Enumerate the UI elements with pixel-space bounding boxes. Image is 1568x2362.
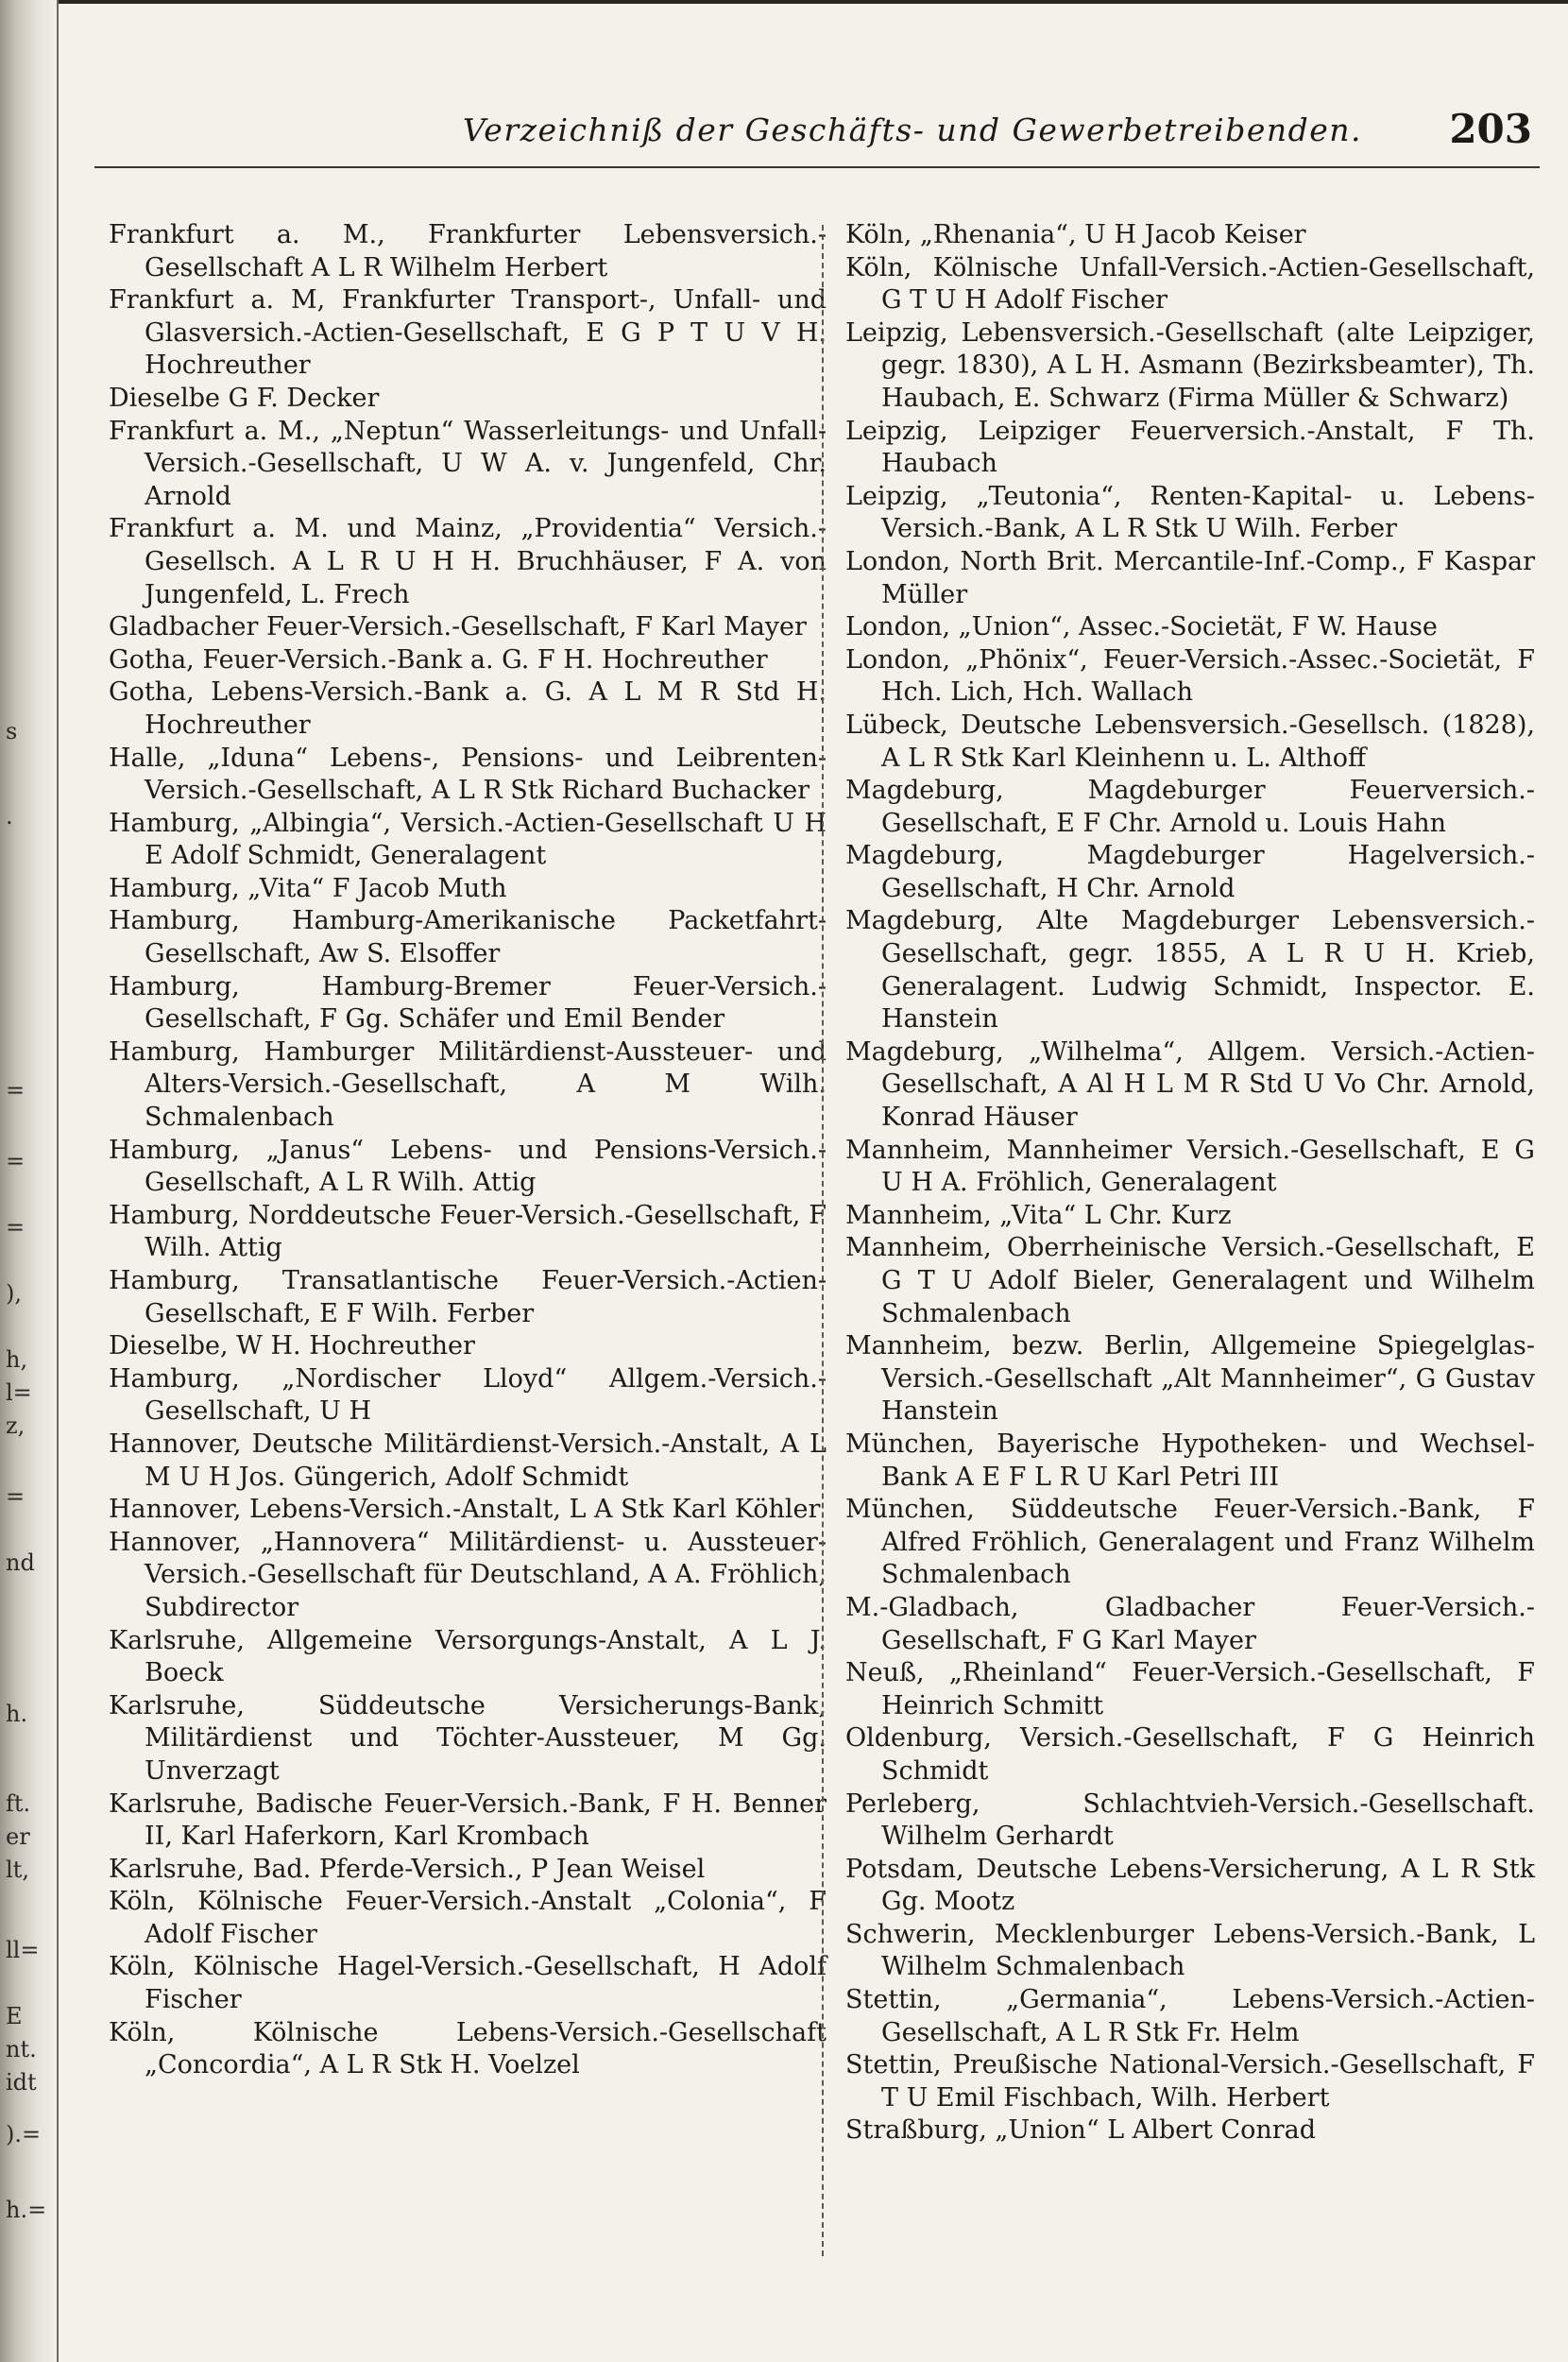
- edge-fragment: ll=: [6, 1937, 40, 1963]
- edge-fragment: .: [6, 803, 13, 830]
- list-item: Köln, Kölnische Feuer-Versich.-Anstalt „Colonia“, F Adolf Fischer: [109, 1887, 827, 1949]
- list-item: Hannover, Lebens-Versich.-Anstalt, L A Stk Karl Köhler: [109, 1495, 821, 1525]
- edge-fragment: z,: [6, 1412, 26, 1439]
- edge-fragment: nt.: [6, 2036, 37, 2062]
- list-item: Hannover, Deutsche Militärdienst-Versich.-Anstalt, A L M U H Jos. Güngerich, Adolf Schmidt: [109, 1429, 827, 1492]
- list-item: Straßburg, „Union“ L Albert Conrad: [845, 2115, 1317, 2146]
- list-item: Lübeck, Deutsche Lebensversich.-Gesellsch. (1828), A L R Stk Karl Kleinhenn u. L. Althoff: [845, 710, 1535, 773]
- facing-page-fragments: [2, 0, 55, 2362]
- list-item: Stettin, Preußische National-Versich.-Gesellschaft, F T U Emil Fischbach, Wilh. Herbert: [845, 2050, 1535, 2113]
- list-item: Dieselbe G F. Decker: [109, 383, 380, 413]
- list-item: London, „Union“, Assec.-Societät, F W. Hause: [845, 612, 1438, 642]
- edge-fragment: s: [6, 718, 18, 745]
- header-rule: [94, 166, 1540, 168]
- list-item: Frankfurt a. M, Frankfurter Transport-, Unfall- und Glasversich.-Actien-Gesellschaft, E G P T U V H. Hochreuther: [109, 285, 827, 381]
- edge-fragment: lt,: [6, 1857, 29, 1883]
- list-item: Hamburg, „Vita“ F Jacob Muth: [109, 873, 507, 903]
- edge-fragment: E: [6, 2003, 23, 2029]
- list-item: Hamburg, „Albingia“, Versich.-Actien-Gesellschaft U H E Adolf Schmidt, Generalagent: [109, 808, 827, 871]
- edge-fragment: er: [6, 1823, 30, 1850]
- list-item: Köln, „Rhenania“, U H Jacob Keiser: [845, 220, 1306, 249]
- page-header: [94, 102, 1540, 159]
- list-item: Köln, Kölnische Lebens-Versich.-Gesellschaft „Concordia“, A L R Stk H. Voelzel: [109, 2017, 827, 2080]
- list-item: Magdeburg, „Wilhelma“, Allgem. Versich.-Actien-Gesellschaft, A Al H L M R Std U Vo Chr. Arnold, Konrad Häuser: [845, 1036, 1535, 1133]
- list-item: Dieselbe, W H. Hochreuther: [109, 1331, 475, 1361]
- edge-fragment: nd: [6, 1549, 35, 1576]
- list-item: Mannheim, Oberrheinische Versich.-Gesellschaft, E G T U Adolf Bieler, Generalagent und Wilhelm Schmalenbach: [845, 1233, 1535, 1328]
- top-rule: [0, 0, 1568, 4]
- list-item: Karlsruhe, Allgemeine Versorgungs-Anstalt, A L J. Boeck: [109, 1625, 827, 1688]
- list-item: Karlsruhe, Süddeutsche Versicherungs-Bank, Militärdienst und Töchter-Aussteuer, M Gg. Unverzagt: [109, 1690, 827, 1786]
- page-number: 203: [1449, 106, 1532, 152]
- list-item: Karlsruhe, Bad. Pferde-Versich., P Jean Weisel: [109, 1854, 706, 1884]
- list-item: Hamburg, Hamburger Militärdienst-Aussteuer- und Alters-Versich.-Gesellschaft, A M Wilh. Schmalenbach: [109, 1036, 827, 1133]
- list-item: London, North Brit. Mercantile-Inf.-Comp., F Kaspar Müller: [845, 546, 1535, 609]
- edge-fragment: =: [6, 1077, 26, 1104]
- list-item: Hamburg, Transatlantische Feuer-Versich.-Actien-Gesellschaft, E F Wilh. Ferber: [109, 1266, 827, 1328]
- list-item: Leipzig, Lebensversich.-Gesellschaft (alte Leipziger, gegr. 1830), A L H. Asmann (Bezirksbeamter), Th. Haubach, E. Schwarz (Firma Müller & Schwarz): [845, 317, 1535, 413]
- list-item: Stettin, „Germania“, Lebens-Versich.-Actien-Gesellschaft, A L R Stk Fr. Helm: [845, 1985, 1535, 2047]
- list-item: Hannover, „Hannovera“ Militärdienst- u. Aussteuer-Versich.-Gesellschaft für Deutschland, A A. Fröhlich, Subdirector: [109, 1527, 827, 1622]
- page-gutter: [57, 0, 59, 2362]
- list-item: Schwerin, Mecklenburger Lebens-Versich.-Bank, L Wilhelm Schmalenbach: [845, 1919, 1535, 1982]
- list-item: London, „Phönix“, Feuer-Versich.-Assec.-Societät, F Hch. Lich, Hch. Wallach: [845, 644, 1535, 708]
- edge-fragment: ).=: [6, 2121, 42, 2148]
- edge-fragment: =: [6, 1214, 26, 1241]
- list-item: Magdeburg, Magdeburger Hagelversich.-Gesellschaft, H Chr. Arnold: [845, 841, 1535, 903]
- list-item: Frankfurt a. M. und Mainz, „Providentia“ Versich.-Gesellsch. A L R U H H. Bruchhäuser, F A. von Jungenfeld, L. Frech: [109, 514, 827, 609]
- list-item: Leipzig, „Teutonia“, Renten-Kapital- u. Lebens-Versich.-Bank, A L R Stk U Wilh. Ferber: [845, 481, 1535, 544]
- list-item: Hamburg, Norddeutsche Feuer-Versich.-Gesellschaft, F Wilh. Attig: [109, 1200, 827, 1263]
- list-item: Köln, Kölnische Unfall-Versich.-Actien-Gesellschaft, G T U H Adolf Fischer: [845, 252, 1535, 316]
- edge-fragment: =: [6, 1483, 26, 1510]
- list-item: Mannheim, „Vita“ L Chr. Kurz: [845, 1200, 1232, 1230]
- list-item: Gotha, Lebens-Versich.-Bank a. G. A L M R Std H. Hochreuther: [109, 677, 827, 740]
- list-item: München, Süddeutsche Feuer-Versich.-Bank, F Alfred Fröhlich, Generalagent und Franz Wilhelm Schmalenbach: [845, 1495, 1535, 1590]
- left-column: [109, 219, 827, 2082]
- list-item: Gotha, Feuer-Versich.-Bank a. G. F H. Hochreuther: [109, 644, 768, 675]
- list-item: Hamburg, Hamburg-Bremer Feuer-Versich.-Gesellschaft, F Gg. Schäfer und Emil Bender: [109, 971, 827, 1035]
- edge-fragment: h,: [6, 1346, 28, 1373]
- running-title: Verzeichniß der Geschäfts- und Gewerbetreibenden.: [463, 111, 1362, 148]
- list-item: Mannheim, bezw. Berlin, Allgemeine Spiegelglas-Versich.-Gesellschaft „Alt Mannheimer“, G Gustav Hanstein: [845, 1331, 1535, 1427]
- list-item: Oldenburg, Versich.-Gesellschaft, F G Heinrich Schmidt: [845, 1723, 1535, 1786]
- list-item: Neuß, „Rheinland“ Feuer-Versich.-Gesellschaft, F Heinrich Schmitt: [845, 1658, 1535, 1720]
- list-item: M.-Gladbach, Gladbacher Feuer-Versich.-Gesellschaft, F G Karl Mayer: [845, 1592, 1535, 1655]
- list-item: Halle, „Iduna“ Lebens-, Pensions- und Leibrenten-Versich.-Gesellschaft, A L R Stk Richard Buchacker: [109, 743, 827, 806]
- list-item: Köln, Kölnische Hagel-Versich.-Gesellschaft, H Adolf Fischer: [109, 1952, 827, 2015]
- list-item: Hamburg, „Nordischer Lloyd“ Allgem.-Versich.-Gesellschaft, U H: [109, 1363, 827, 1427]
- list-item: Potsdam, Deutsche Lebens-Versicherung, A L R Stk Gg. Mootz: [845, 1854, 1535, 1917]
- list-item: Hamburg, Hamburg-Amerikanische Packetfahrt-Gesellschaft, Aw S. Elsoffer: [109, 906, 827, 969]
- list-item: Gladbacher Feuer-Versich.-Gesellschaft, F Karl Mayer: [109, 612, 807, 642]
- list-item: Frankfurt a. M., „Neptun“ Wasserleitungs- und Unfall-Versich.-Gesellschaft, U W A. v. Jungenfeld, Chr. Arnold: [109, 416, 827, 511]
- edge-fragment: ),: [6, 1280, 22, 1307]
- edge-fragment: h.=: [6, 2197, 47, 2223]
- list-item: Frankfurt a. M., Frankfurter Lebensversich.-Gesellschaft A L R Wilhelm Herbert: [109, 220, 827, 282]
- list-item: Magdeburg, Alte Magdeburger Lebensversich.-Gesellschaft, gegr. 1855, A L R U H. Krieb, Generalagent. Ludwig Schmidt, Inspector. E. Hanstein: [845, 906, 1535, 1035]
- list-item: München, Bayerische Hypotheken- und Wechsel-Bank A E F L R U Karl Petri III: [845, 1429, 1535, 1492]
- list-item: Leipzig, Leipziger Feuerversich.-Anstalt, F Th. Haubach: [845, 416, 1535, 479]
- list-item: Karlsruhe, Badische Feuer-Versich.-Bank, F H. Benner II, Karl Haferkorn, Karl Krombach: [109, 1789, 827, 1852]
- list-item: Hamburg, „Janus“ Lebens- und Pensions-Versich.-Gesellschaft, A L R Wilh. Attig: [109, 1135, 827, 1198]
- edge-fragment: =: [6, 1148, 26, 1174]
- edge-fragment: idt: [6, 2069, 37, 2096]
- column-divider: [822, 225, 824, 2256]
- list-item: Perleberg, Schlachtvieh-Versich.-Gesellschaft. Wilhelm Gerhardt: [845, 1789, 1535, 1852]
- list-item: Mannheim, Mannheimer Versich.-Gesellschaft, E G U H A. Fröhlich, Generalagent: [845, 1135, 1535, 1198]
- edge-fragment: l=: [6, 1379, 32, 1406]
- list-item: Magdeburg, Magdeburger Feuerversich.-Gesellschaft, E F Chr. Arnold u. Louis Hahn: [845, 776, 1535, 838]
- edge-fragment: h.: [6, 1701, 28, 1727]
- right-column: [845, 219, 1535, 2148]
- edge-fragment: ft.: [6, 1790, 31, 1817]
